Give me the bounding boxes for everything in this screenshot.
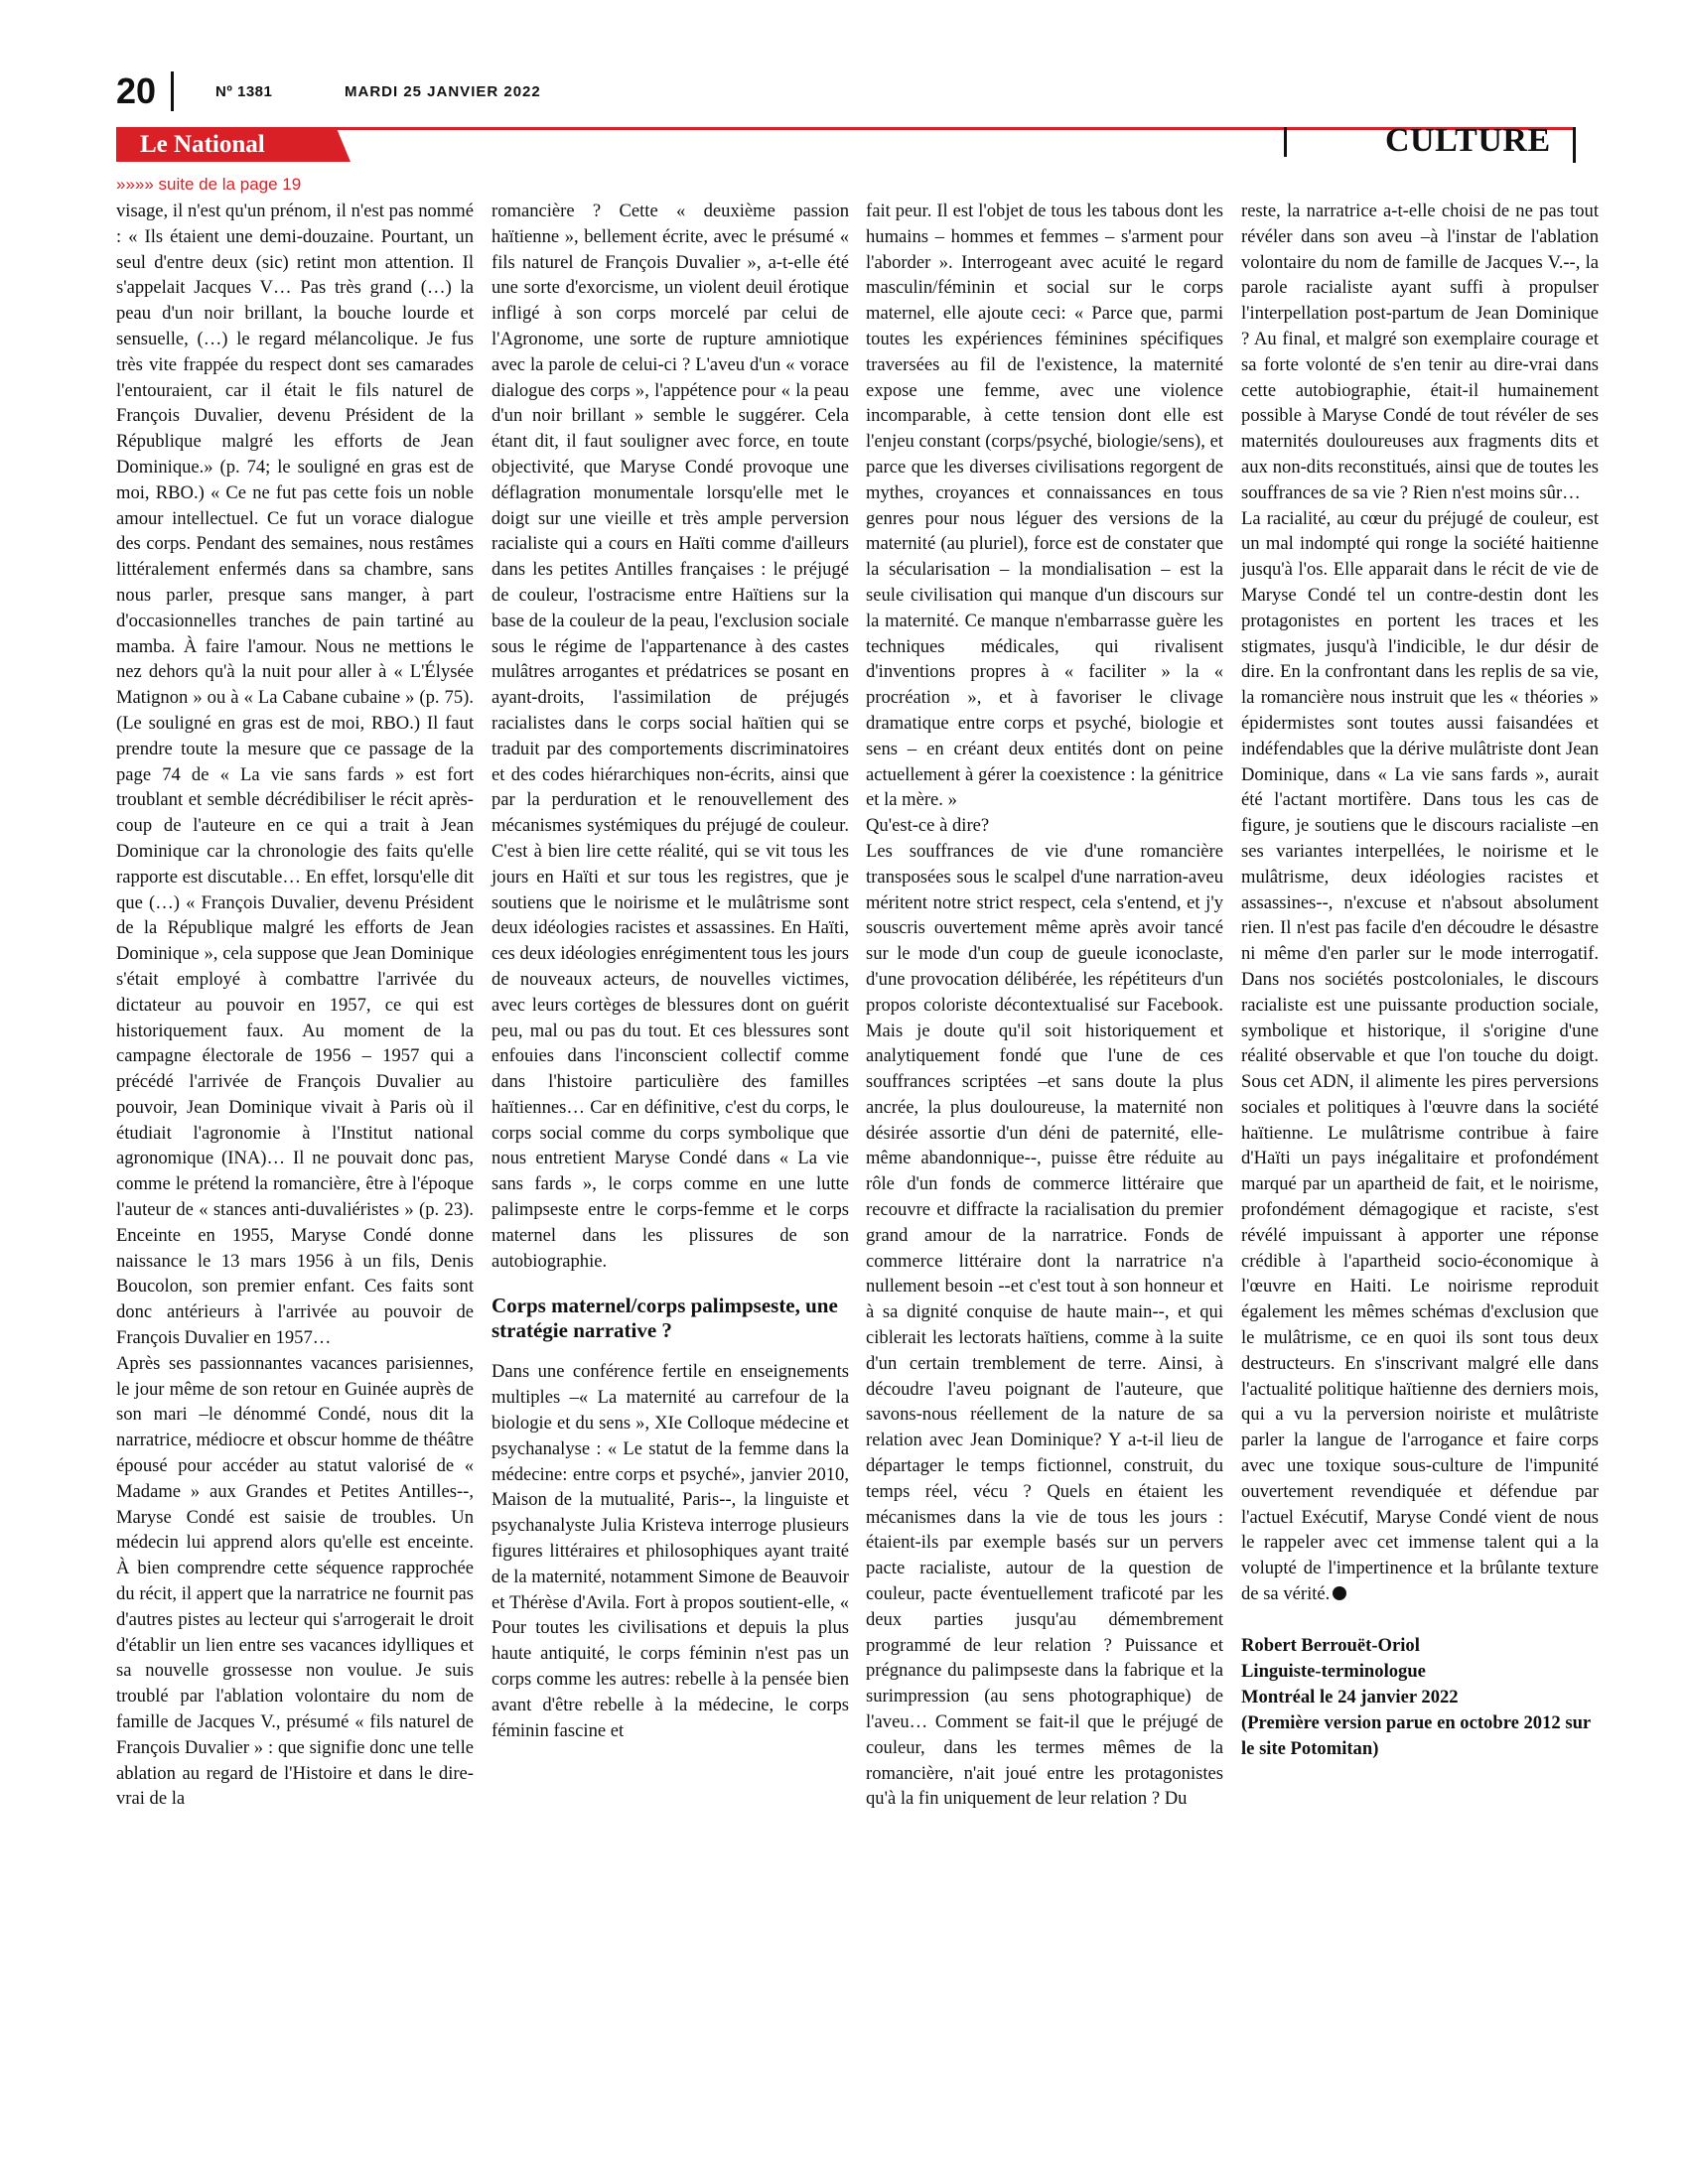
page-number: 20 xyxy=(116,70,157,111)
end-of-article-icon xyxy=(1333,1586,1346,1600)
masthead xyxy=(116,71,1586,121)
continued-from-label: »»»» suite de la page 19 xyxy=(116,175,302,194)
article-column-4 xyxy=(1241,199,1599,1762)
page-number-divider xyxy=(171,71,174,111)
column1-paragraph-1: visage, il n'est qu'un prénom, il n'est pas nommé : « Ils étaient une demi-douzaine. Pourtant, un seul d'entre deux (sic) retint mon attention. Il s'appelait Jacques V… Pas très grand (…) la peau d'un noir brillant, la bouche lourde et sensuelle, (…) le regard mélancolique. Je fus très vite frappée du respect dont ses camarades l'entouraient, car il était le fils naturel de François Duvalier, devenu Président de la République malgré les efforts de Jean Dominique.» (p. 74; le souligné en gras est de moi, RBO.) « Ce ne fut pas cette fois un noble amour intellectuel. Ce fut un vorace dialogue des corps. Pendant des semaines, nous restâmes littéralement enfermés dans sa chambre, sans nous parler, presque sans manger, à part d'occasionnelles tranches de pain tartiné au mamba. À faire l'amour. Nous ne mettions le nez dehors qu'à la nuit pour aller à « L'Élysée Matignon » ou à « La Cabane cubaine » (p. 75). (Le souligné en gras est de moi, RBO.) Il faut prendre toute la mesure que ce passage de la page 74 de « La vie sans fards » est fort troublant et semble décrédibiliser le récit après-coup de l'auteure en ce qui a trait à Jean Dominique car la chronologie des faits qu'elle rapporte est discutable… En effet, lorsqu'elle dit que (…) « François Duvalier, devenu Président de la République malgré les efforts de Jean Dominique », cela suppose que Jean Dominique s'était employé à combattre l'arrivée du dictateur au pouvoir en 1957, ce qui est historiquement faux. Au moment de la campagne électorale de 1956 – 1957 qui a précédé l'arrivée de François Duvalier au pouvoir, Jean Dominique vivait à Paris où il étudiait l'agronomie à l'Institut national agronomique (INA)… Il ne pouvait donc pas, comme le prétend la romancière, être à l'époque l'auteur de « stances anti-duvaliéristes » (p. 23). Enceinte en 1955, Maryse Condé donne naissance le 13 mars 1956 à un fils, Denis Boucolon, son premier enfant. Ces faits sont donc antérieurs à l'arrivée au pouvoir de François Duvalier en 1957… xyxy=(116,201,474,1349)
article-column-3 xyxy=(866,199,1223,1812)
issue-number: Nº 1381 xyxy=(215,83,273,100)
author-signature xyxy=(1241,1633,1599,1762)
column2-paragraph-2: Dans une conférence fertile en enseignements multiples –« La maternité au carrefour de la biologie et du sens », XIe Colloque médecine et psychanalyse : « Le statut de la femme dans la médecine: entre corps et psyché», janvier 2010, Maison de la mutualité, Paris--, la linguiste et psychanalyste Julia Kristeva interroge plusieurs figures littéraires et philosophiques ayant traité de la maternité, notamment Simone de Beauvoir et Thérèse d'Avila. Fort à propos soutient-elle, « Pour toutes les civilisations et depuis la plus haute antiquité, le corps féminin n'est pas un corps comme les autres: rebelle à la pensée bien avant d'être rebelle à la médecine, le corps féminin fascine et xyxy=(492,1361,849,1741)
section-subheading: Corps maternel/corps palimpseste, une stratégie narrative ? xyxy=(492,1294,838,1343)
column4-paragraph-2-text: La racialité, au cœur du préjugé de couleur, est un mal indompté qui ronge la société haitienne jusqu'à l'os. Elle apparait dans le récit de vie de Maryse Condé tel un contre-destin dont les protagonistes en portent les traces et les stigmates, jusqu'à l'indicible, le dur désir de dire. En la confrontant dans les replis de sa vie, la romancière nous instruit que les « théories » épidermistes sont toutes aussi faisandées et indéfendables que la dérive mulâtriste dont Jean Dominique, dans « La vie sans fards », aurait été l'actant mortifère. Dans tous les cas de figure, je soutiens que le discours racialiste –en ses variantes interpellées, le noirisme et le mulâtrisme, deux idéologies racistes et assassines--, n'excuse et n'absout absolument rien. Il n'est pas facile d'en découdre le désastre ni même d'en parler sur le mode interrogatif. Dans nos sociétés postcoloniales, le discours racialiste est une puissante production sociale, symbolique et historique, il s'origine d'une réalité observable et que l'on touche du doigt. Sous cet ADN, il alimente les pires perversions sociales et politiques à l'œuvre dans la société haïtienne. Le mulâtrisme contribue à faire d'Haïti un pays inégalitaire et profondément marqué par un apartheid de fait, et le noirisme, profondément démagogique et raciste, s'est révélé impuissant à apporter une réponse crédible à l'apartheid socio-économique à l'œuvre en Haiti. Le noirisme reproduit également les mêmes schémas d'exclusion que le mulâtrisme, ce en quoi ils sont tous deux destructeurs. En s'inscrivant malgré elle dans l'actualité politique haïtienne des derniers mois, qui a vu la perversion noiriste et mulâtriste parler la langue de l'arrogance et faire corps avec une toxique sous-culture de l'impunité ouvertement revendiquée et défendue par l'actuel Exécutif, Maryse Condé vient de nous le rappeler avec cet immense talent qui a la volupté de l'impertinence et la brûlante texture de sa vérité. xyxy=(1241,507,1599,1605)
section-title: CULTURE xyxy=(1385,122,1551,159)
question-heading: Qu'est-ce à dire? xyxy=(866,815,990,837)
column1-paragraph-2: Après ses passionnantes vacances parisiennes, le jour même de son retour en Guinée auprès de son mari –le dénommé Condé, nous dit la narratrice, médiocre et obscur homme de théâtre épousé pour accéder au statut valorisé de « Madame » aux Grandes et Petites Antilles--, Maryse Condé est saisie de troubles. Un médecin lui apprend alors qu'elle est enceinte. À bien comprendre cette séquence rapprochée du récit, il appert que la narratrice ne fournit pas d'autres pistes au lecteur qui s'arrogerait le droit d'établir un lien entre ses vacances idylliques et sa nouvelle grossesse non voulue. Je suis troublé par l'ablation volontaire du nom de famille de Jacques V., présumé « fils naturel de François Duvalier » : que signifie donc une telle ablation au regard de l'Histoire et dans le dire-vrai de la xyxy=(116,1352,474,1810)
column4-paragraph-2 xyxy=(1241,506,1599,1607)
signature-place-date: Montréal le 24 janvier 2022 xyxy=(1241,1686,1459,1707)
article-column-1 xyxy=(116,199,474,1812)
brand-tab xyxy=(116,128,351,162)
column4-paragraph-1: reste, la narratrice a-t-elle choisi de ne pas tout révéler dans son aveu –à l'instar de l'ablation volontaire du nom de famille de Jacques V.--, la parole racialiste ayant suffi à propulser l'interpellation post-partum de Jean Dominique ? Au final, et malgré son exemplaire courage et sa forte volonté de s'en tenir au dire-vrai dans cette autobiographie, était-il humainement possible à Maryse Condé de tout révéler de ses maternités douloureuses aux fragments dits et aux non-dits reconstitués, ainsi que de toutes les souffrances de sa vie ? Rien n'est moins sûr… xyxy=(1241,201,1599,503)
issue-date: MARDI 25 JANVIER 2022 xyxy=(345,83,541,100)
author-title: Linguiste-terminologue xyxy=(1241,1660,1426,1682)
brand-logo: Le National xyxy=(140,131,265,158)
article-column-2 xyxy=(492,199,849,1743)
section-rule xyxy=(1573,127,1576,163)
column3-paragraph-1: fait peur. Il est l'objet de tous les tabous dont les humains – hommes et femmes – s'arment pour l'aborder ». Interrogeant avec acuité le regard masculin/féminin et social sur le corps maternel, elle ajoute ceci: « Parce que, parmi toutes les expériences féminines spécifiques traversées au fil de l'existence, la maternité expose une femme, avec une violence incomparable, à cette tension dont elle est l'enjeu constant (corps/psyché, biologie/sens), et parce que les diverses civilisations regorgent de mythes, croyances et connaissances en tous genres pour nous léguer des versions de la maternité (au pluriel), force est de constater que la sécularisation – la mondialisation – est la seule civilisation qui manque d'un discours sur la maternité. Ce manque n'embarrasse guère les techniques médicales, qui rivalisent d'inventions propres à « faciliter » la « procréation », et à favoriser le clivage dramatique entre corps et psyché, biologie et sens – en créant deux entités dont on peine actuellement à gérer la coexistence : la génitrice et la mère. » xyxy=(866,201,1223,811)
publication-note: (Première version parue en octobre 2012 sur le site Potomitan) xyxy=(1241,1711,1591,1759)
section-divider xyxy=(1284,127,1287,157)
column3-paragraph-2: Les souffrances de vie d'une romancière transposées sous le scalpel d'une narration-aveu méritent notre strict respect, cela s'entend, et j'y souscris ouvertement même après avoir tancé sur le mode d'un coup de gueule iconoclaste, d'une provocation délibérée, les répétiteurs d'un propos coloriste décontextualisé sur Facebook. Mais je doute qu'il soit historiquement et analytiquement fondé que l'une de ces souffrances scriptées –et sans doute la plus ancrée, la plus douloureuse, la maternité non désirée assortie d'un déni de paternité, elle-même abandonnique--, puisse être réduite au rôle d'un fonds de commerce littéraire que recouvre et diffracte la racialisation du premier grand amour de la narratrice. Fonds de commerce littéraire dont la narratrice n'a nullement besoin --et c'est tout à son honneur et à sa dignité conquise de haute main--, et qui ciblerait les lectorats haïtiens, comme à la suite d'un certain tremblement de terre. Ainsi, à découdre l'aveu poignant de l'auteure, que savons-nous réellement de la nature de sa relation avec Jean Dominique? Y a-t-il lieu de départager le temps fictionnel, construit, du temps réel, vécu ? Quels en étaient les mécanismes dans la vie de tous les jours : étaient-ils par exemple basés sur un pervers pacte racialiste, autour de la question de couleur, pacte éventuellement traficoté par les deux parties jusqu'au démembrement programmé de leur relation ? Puissance et prégnance du palimpseste dans la fabrique et la surimpression (au sens photographique) de l'aveu… Comment se fait-il que le préjugé de couleur, dans les termes mêmes de la romancière, n'ait joué entre les protagonistes qu'à la fin uniquement de leur relation ? Du xyxy=(866,840,1223,1810)
author-name: Robert Berrouët-Oriol xyxy=(1241,1634,1420,1656)
column2-paragraph-1: romancière ? Cette « deuxième passion haïtienne », bellement écrite, avec le présumé « fils naturel de François Duvalier », a-t-elle été une sorte d'exorcisme, un violent deuil érotique infligé à son corps morcelé par celui de l'Agronome, une sorte de rupture amniotique avec la parole de celui-ci ? L'aveu d'un « vorace dialogue des corps », l'appétence pour « la peau d'un noir brillant » semble le suggérer. Cela étant dit, il faut souligner avec force, en toute objectivité, que Maryse Condé provoque une déflagration monumentale lorsqu'elle met le doigt sur une vieille et très ample perversion racialiste qui a cours en Haïti comme d'ailleurs dans les petites Antilles françaises : le préjugé de couleur, l'ostracisme entre Haïtiens sur la base de la couleur de la peau, l'exclusion sociale sous le régime de l'appartenance à des castes mulâtres arrogantes et prédatrices se posant en ayant-droits, l'assimilation de préjugés racialistes dans le corps social haïtien qui se traduit par des comportements discriminatoires et des codes hiérarchiques non-écrits, ainsi que par la perduration et le renouvellement des mécanismes systémiques du préjugé de couleur. C'est à bien lire cette réalité, qui se vit tous les jours en Haïti et sur tous les registres, que je soutiens que le noirisme et le mulâtrisme sont deux idéologies racistes et assassines. En Haïti, ces deux idéologies enrégimentent tous les jours de nouveaux acteurs, de nouvelles victimes, avec leurs cortèges de blessures dont on guérit peu, mal ou pas du tout. Et ces blessures sont enfouies dans l'inconscient collectif comme dans l'histoire particulière des familles haïtiennes… Car en définitive, c'est du corps, le corps social comme du corps symbolique que nous entretient Maryse Condé dans « La vie sans fards », le corps comme en une lutte palimpseste entre le corps-femme et le corps maternel dans les plissures de son autobiographie. xyxy=(492,201,849,1272)
